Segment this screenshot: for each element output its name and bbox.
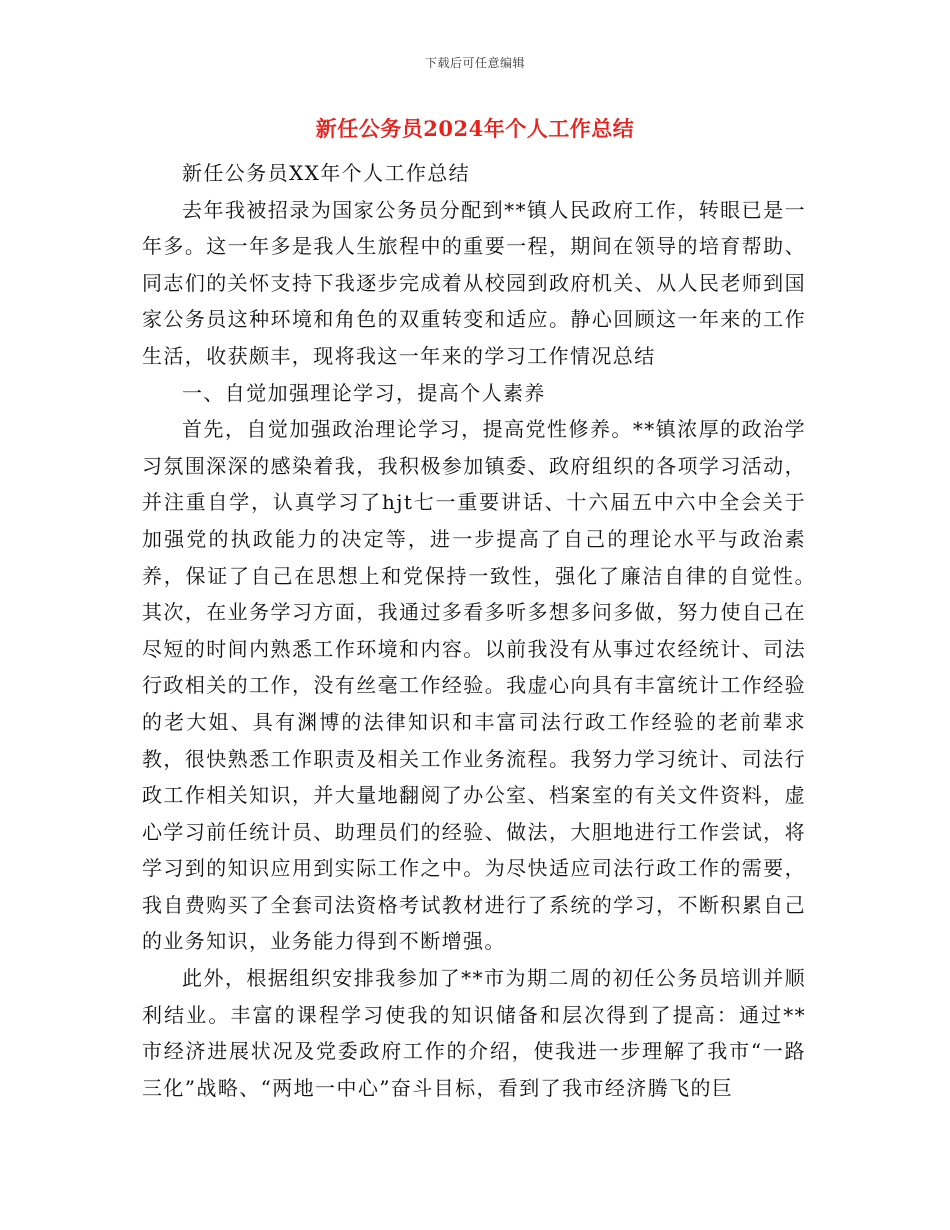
body-paragraph: 首先，自觉加强政治理论学习，提高党性修养。**镇浓厚的政治学习氛围深深的感染着我，我积极参加镇委、政府组织的各项学习活动，并注重自学，认真学习了hjt七一重要讲话、十六届五中六中全会关于加强党的执政能力的决定等，进一步提高了自己的理论水平与政治素养，保证了自己在思想上和党保持一致性，强化了廉洁自律的自觉性。 其次，在业务学习方面，我通过多看多听多想多问多做，努力使自己在尽短的时间内熟悉工作环境和内容。以前我没有从事过农经统计、司法行政相关的工作，没有丝毫工作经验。我虚心向具有丰富统计工作经验的老大姐、具有渊博的法律知识和丰富司法行政工作经验的老前辈求教，很快熟悉工作职责及相关工作业务流程。我努力学习统计、司法行政工作相关知识，并大量地翻阅了办公室、档案室的有关文件资料，虚心学习前任统计员、助理员们的经验、做法，大胆地进行工作尝试，将学习到的知识应用到实际工作之中。为尽快适应司法行政工作的需要，我自费购买了全套司法资格考试教材进行了系统的学习，不断积累自己的业务知识，业务能力得到不断增强。 <box>142 417 828 954</box>
document-title: 新任公务员2024年个人工作总结 <box>315 116 635 141</box>
header-note: 下载后可任意编辑 <box>424 56 525 70</box>
intro-paragraph: 去年我被招录为国家公务员分配到**镇人民政府工作，转眼已是一年多。这一年多是我人生旅程中的重要一程，期间在领导的培育帮助、同志们的关怀支持下我逐步完成着从校园到政府机关、从人民老师到国家公务员这种环境和角色的双重转变和适应。静心回顾这一年来的工作生活，收获颇丰，现将我这一年来的学习工作情况总结 <box>142 197 806 368</box>
document-body <box>142 155 828 1106</box>
section-heading: 一、自觉加强理论学习，提高个人素养 <box>182 380 546 405</box>
body-paragraph: 此外，根据组织安排我参加了**市为期二周的初任公务员培训并顺利结业。丰富的课程学习使我的知识储备和层次得到了提高：通过**市经济进展状况及党委政府工作的介绍，使我进一步理解了我市“一路三化”战略、“两地一中心”奋斗目标，看到了我市经济腾飞的巨 <box>142 966 806 1100</box>
subtitle-paragraph: 新任公务员XX年个人工作总结 <box>182 161 471 185</box>
